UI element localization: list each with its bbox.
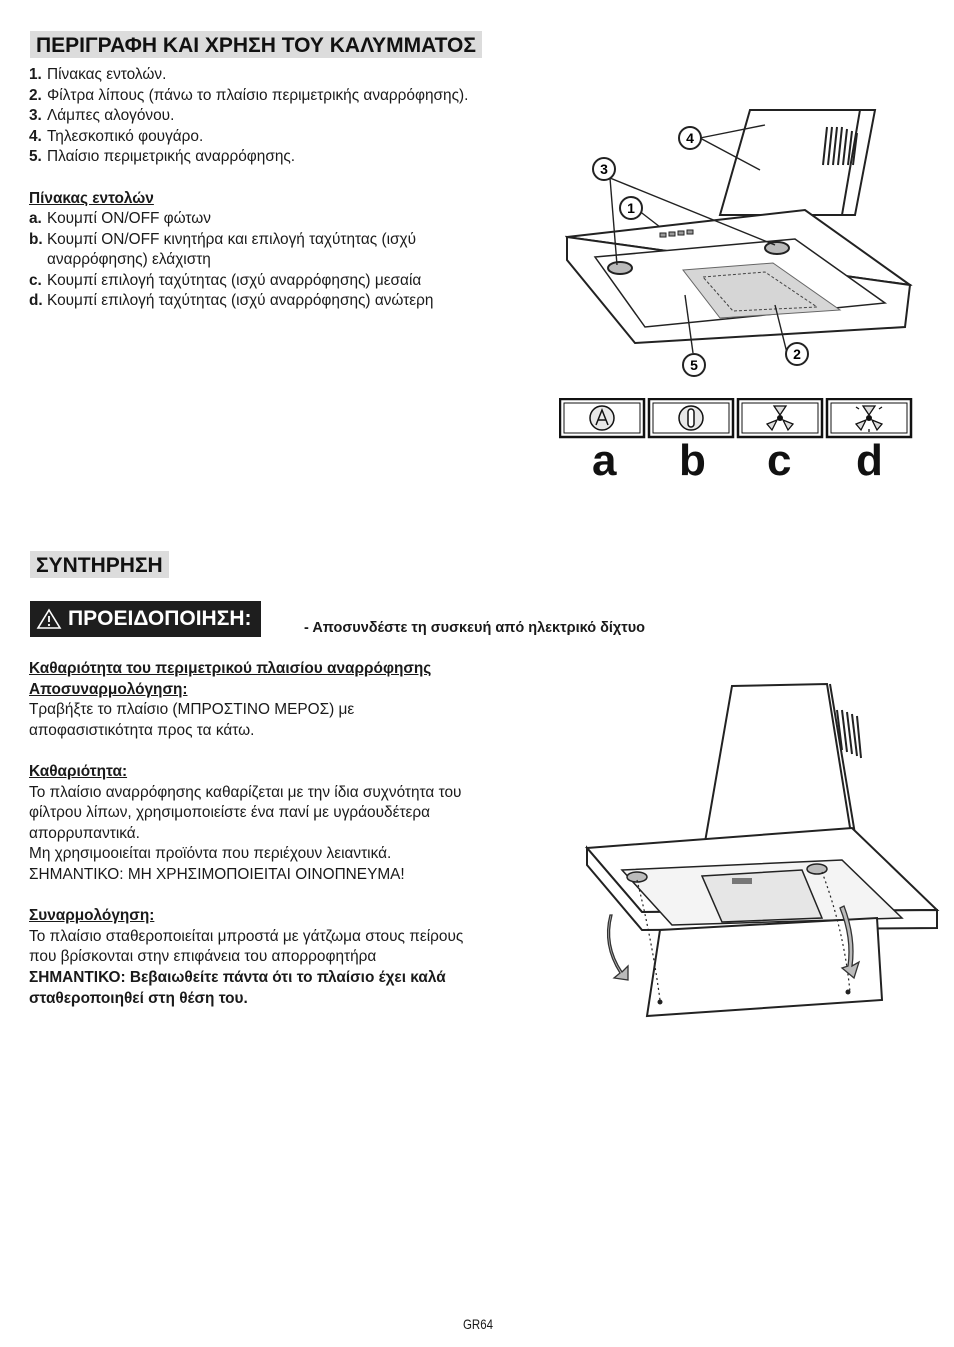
paragraph-line: ΣΗΜΑΝΤΙΚΟ: Βεβαιωθείτε πάντα ότι το πλαίσιο έχει καλά bbox=[29, 968, 446, 986]
label-c: c bbox=[767, 436, 792, 485]
button-c-fan-icon bbox=[738, 399, 822, 437]
callout-2 bbox=[786, 343, 808, 365]
list-item: 2. Φίλτρα λίπους (πάνω το πλαίσιο περιμετρικής αναρρόφησης). bbox=[29, 86, 469, 104]
svg-text:5: 5 bbox=[690, 357, 698, 373]
warning-label: ΠΡΟΕΙΔΟΠΟΙΗΣΗ: bbox=[68, 607, 252, 630]
paragraph-line: Το πλαίσιο σταθεροποιείται μπροστά με γάτζωμα στους πείρους bbox=[29, 927, 464, 945]
paragraph-line: Το πλαίσιο αναρρόφησης καθαρίζεται με την ίδια συχνότητα του bbox=[29, 783, 462, 801]
list-item: b. Κουμπί ON/OFF κινητήρα και επιλογή ταχύτητας (ισχύ αναρρόφησης) ελάχιστη bbox=[29, 230, 417, 269]
clean-heading: Καθαριότητα: bbox=[29, 762, 128, 780]
assembly-heading: Συναρμολόγηση: bbox=[29, 907, 155, 925]
label-b: b bbox=[679, 436, 706, 485]
list-item: 4. Τηλεσκοπικό φουγάρο. bbox=[29, 127, 204, 145]
callout-3 bbox=[593, 158, 615, 180]
hood-diagram bbox=[555, 105, 925, 385]
callout-1 bbox=[620, 197, 642, 219]
button-b-power-icon bbox=[649, 399, 733, 437]
arrow-down-left-icon bbox=[608, 915, 628, 980]
page-number: GR64 bbox=[463, 1316, 493, 1332]
panel-list bbox=[29, 209, 499, 312]
cleaning-heading: Καθαριότητα του περιμετρικού πλαισίου αναρρόφησης bbox=[29, 660, 432, 677]
paragraph-line: που βρίσκονται στην επιφάνεια του απορροφητήρα bbox=[29, 948, 377, 966]
paragraph-line: φίλτρου λίπων, χρησιμοποιείστε ένα πανί με υγράουδέτερα bbox=[29, 804, 431, 822]
paragraph-line: σταθεροποιηθεί στη θέση του. bbox=[29, 989, 248, 1007]
svg-text:3: 3 bbox=[600, 161, 608, 177]
frame-removal-diagram bbox=[582, 680, 942, 1025]
list-item: a. Κουμπί ON/OFF φώτων bbox=[29, 210, 211, 227]
section-title: ΠΕΡΙΓΡΑΦΗ ΚΑΙ ΧΡΗΣΗ ΤΟΥ ΚΑΛΥΜΜΑΤΟΣ bbox=[30, 31, 482, 58]
panel-heading: Πίνακας εντολών bbox=[29, 190, 154, 207]
parts-list bbox=[29, 65, 569, 168]
list-item: 3. Λάμπες αλογόνου. bbox=[29, 107, 175, 125]
control-buttons bbox=[559, 398, 913, 440]
svg-text:1: 1 bbox=[627, 200, 635, 216]
label-a: a bbox=[592, 436, 617, 485]
svg-text:2: 2 bbox=[793, 346, 801, 362]
list-item: c. Κουμπί επιλογή ταχύτητας (ισχύ αναρρόφησης) μεσαία bbox=[29, 271, 422, 289]
paragraph-line: αποφασιστικότητα προς τα κάτω. bbox=[29, 721, 255, 739]
list-item: d. Κουμπί επιλογή ταχύτητας (ισχύ αναρρόφησης) ανώτερη bbox=[29, 292, 434, 310]
svg-text:4: 4 bbox=[686, 130, 694, 146]
disassembly-heading: Αποσυναρμολόγηση: bbox=[29, 680, 188, 698]
callout-4 bbox=[679, 127, 701, 149]
button-d-fan-high-icon bbox=[827, 399, 911, 437]
list-item: 1. Πίνακας εντολών. bbox=[29, 66, 167, 83]
list-item: 5. Πλαίσιο περιμετρικής αναρρόφησης. bbox=[29, 148, 296, 166]
maintenance-body bbox=[29, 659, 569, 1009]
paragraph-line: Τραβήξτε το πλαίσιο (ΜΠΡΟΣΤΙΝΟ ΜΕΡΟΣ) με bbox=[29, 701, 355, 719]
paragraph-line: Μη χρησιμοοιείται προϊόντα που περιέχουν λειαντικά. bbox=[29, 845, 392, 863]
warning-text: - Αποσυνδέστε τη συσκευή από ηλεκτρικό δίχτυο bbox=[304, 620, 646, 636]
callout-5 bbox=[683, 354, 705, 376]
button-a-light-icon bbox=[560, 399, 644, 437]
warning-banner bbox=[30, 601, 261, 637]
paragraph-line: ΣΗΜΑΝΤΙΚΟ: ΜΗ ΧΡΗΣΙΜΟΠΟΙΕΙΤΑΙ ΟΙΝΟΠΝΕΥΜΑ! bbox=[29, 865, 405, 883]
maintenance-title: ΣΥΝΤΗΡΗΣΗ bbox=[30, 551, 169, 578]
paragraph-line: απορρυπαντικά. bbox=[29, 824, 140, 842]
label-d: d bbox=[856, 436, 883, 485]
warning-icon bbox=[36, 608, 62, 630]
